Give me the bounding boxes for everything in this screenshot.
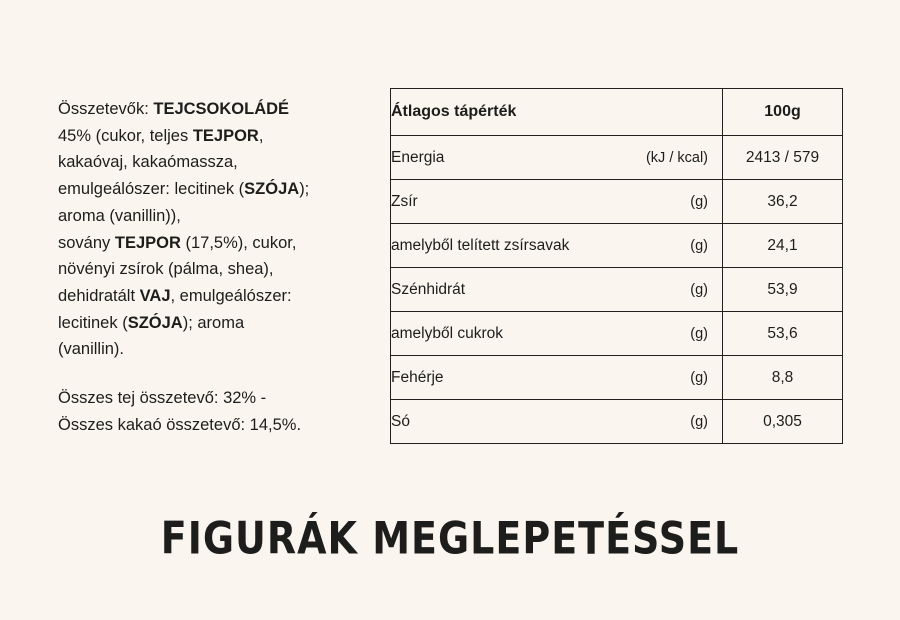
nutrient-value: 8,8 — [723, 356, 843, 400]
table-row — [391, 312, 843, 356]
ingredients-block — [58, 96, 368, 439]
spacer — [58, 363, 368, 385]
nutrition-table — [390, 88, 843, 444]
ingredients-line — [58, 203, 368, 230]
ingredients-run: dehidratált — [58, 287, 140, 306]
ingredients-line — [58, 283, 368, 310]
allergen-emphasis: SZÓJA — [127, 313, 183, 332]
ingredient-total-line: Összes kakaó összetevő: 14,5%. — [58, 415, 302, 434]
table-row — [391, 268, 843, 312]
allergen-emphasis: SZÓJA — [244, 180, 300, 199]
nutrient-name: Energia — [391, 148, 445, 166]
table-row — [391, 180, 843, 224]
ingredients-run: növényi zsírok (pálma, shea), — [58, 260, 274, 279]
nutrient-name: Zsír — [391, 192, 418, 210]
table-row — [391, 400, 843, 444]
ingredients-run: ); aroma — [182, 313, 245, 332]
nutrient-name: amelyből cukrok — [391, 324, 503, 342]
nutrient-name-cell — [391, 312, 723, 356]
ingredients-run: lecitinek ( — [58, 313, 128, 332]
nutrition-table-body — [391, 136, 843, 444]
nutrient-name: Szénhidrát — [391, 280, 466, 298]
allergen-emphasis: TEJPOR — [192, 126, 259, 145]
ingredients-run: emulgeálószer: lecitinek ( — [58, 180, 245, 199]
nutrient-unit: (g) — [690, 413, 708, 430]
nutrient-value: 0,305 — [723, 400, 843, 444]
nutrient-name: Fehérje — [391, 368, 444, 386]
ingredients-run: (17,5%), cukor, — [180, 233, 297, 252]
allergen-emphasis: TEJCSOKOLÁDÉ — [153, 100, 290, 118]
table-row — [391, 224, 843, 268]
nutrient-unit: (kJ / kcal) — [645, 149, 708, 166]
ingredients-text — [58, 96, 368, 363]
nutrient-value: 24,1 — [723, 224, 843, 268]
slogan-text: FIGURÁK MEGLEPETÉSSEL — [160, 512, 740, 564]
ingredients-line — [58, 230, 368, 257]
nutrient-value: 2413 / 579 — [723, 136, 843, 180]
nutrient-unit: (g) — [690, 193, 708, 210]
nutrient-name-cell — [391, 224, 723, 268]
nutrient-unit: (g) — [690, 281, 708, 298]
nutrient-name-cell — [391, 180, 723, 224]
ingredients-run: , emulgeálószer: — [170, 287, 292, 306]
ingredients-run: Összetevők: — [58, 100, 154, 118]
ingredients-run: kakaóvaj, kakaómassza, — [58, 153, 238, 172]
ingredients-run: 45% (cukor, teljes — [58, 126, 193, 145]
ingredients-run: aroma (vanillin)), — [58, 206, 181, 225]
ingredients-line — [58, 123, 368, 150]
nutrient-unit: (g) — [690, 237, 708, 254]
nutrition-header-value: 100g — [723, 89, 843, 136]
nutrient-value: 36,2 — [723, 180, 843, 224]
nutrient-name-cell — [391, 400, 723, 444]
allergen-emphasis: VAJ — [139, 287, 171, 306]
ingredients-run: (vanillin). — [58, 340, 125, 359]
ingredient-total-line: Összes tej összetevő: 32% - — [58, 389, 267, 408]
table-row — [391, 136, 843, 180]
ingredients-line — [58, 96, 368, 123]
ingredients-line — [58, 310, 368, 337]
nutrient-name-cell — [391, 268, 723, 312]
nutrient-value: 53,9 — [723, 268, 843, 312]
ingredients-run: , — [258, 126, 264, 145]
nutrient-name-cell — [391, 136, 723, 180]
ingredients-line — [58, 149, 368, 176]
nutrition-header-label-text: Átlagos tápérték — [391, 103, 517, 120]
ingredients-run: ); — [299, 180, 310, 199]
nutrient-name: Só — [391, 412, 410, 430]
table-header-row — [391, 89, 843, 136]
ingredient-totals — [58, 385, 368, 438]
ingredients-line — [58, 256, 368, 283]
nutrient-unit: (g) — [690, 369, 708, 386]
nutrient-name: amelyből telített zsírsavak — [391, 236, 570, 254]
nutrient-value: 53,6 — [723, 312, 843, 356]
nutrient-unit: (g) — [690, 325, 708, 342]
ingredients-line — [58, 176, 368, 203]
ingredients-line — [58, 336, 368, 363]
allergen-emphasis: TEJPOR — [114, 233, 181, 252]
ingredients-run: sovány — [58, 233, 115, 252]
table-row — [391, 356, 843, 400]
nutrition-header-label — [391, 89, 723, 136]
nutrient-name-cell — [391, 356, 723, 400]
